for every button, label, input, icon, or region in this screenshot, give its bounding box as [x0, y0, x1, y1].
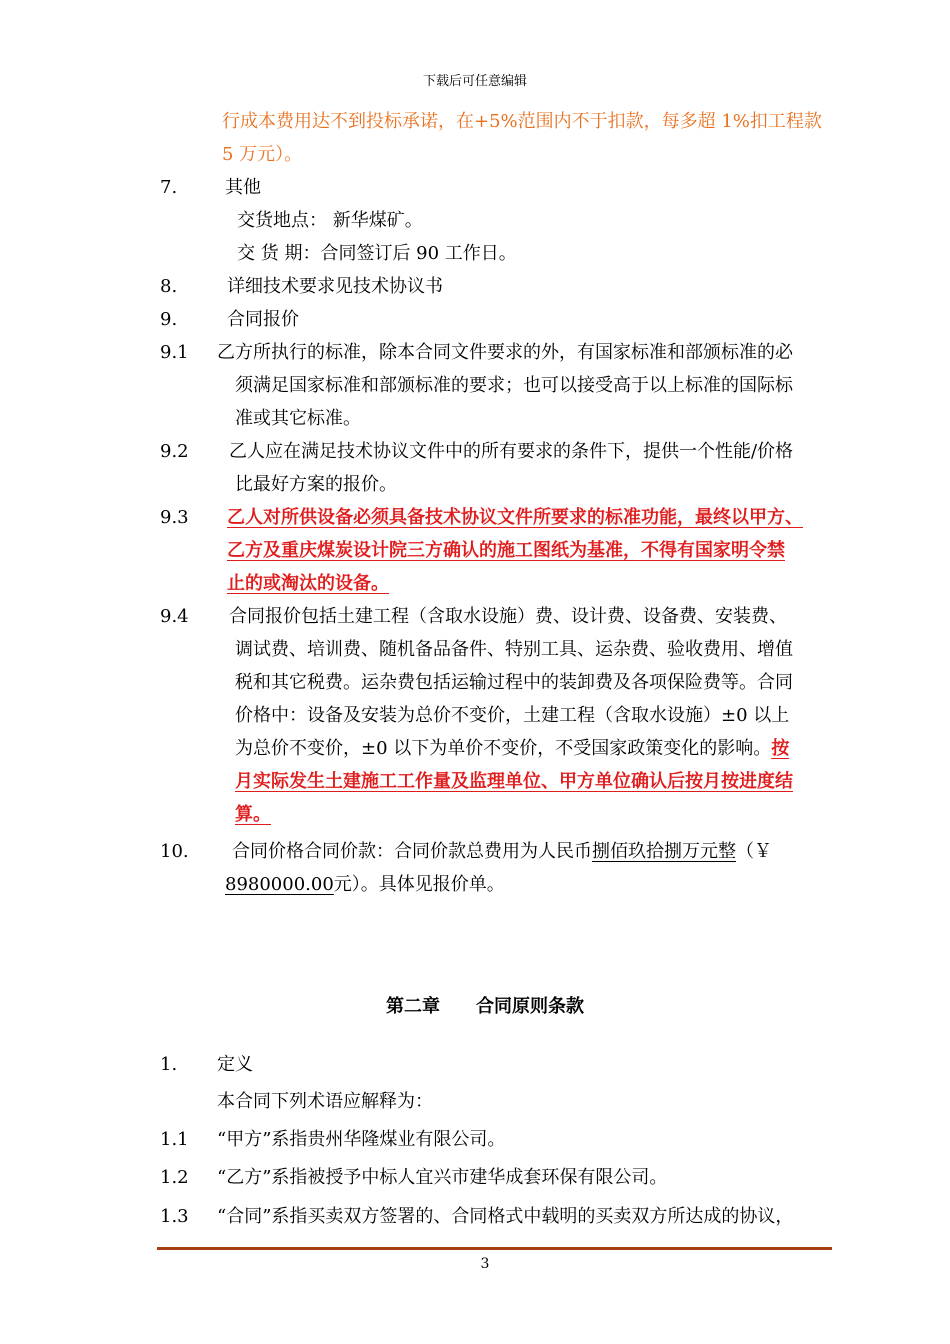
clause-9-4-line-5-highlight: 按	[771, 738, 790, 759]
contract-amount-number: 8980000.00	[225, 874, 334, 895]
definition-number: 1.	[160, 1054, 178, 1075]
clause-9-4-number: 9.4	[160, 606, 189, 627]
contract-amount-words: 捌佰玖拾捌万元整	[592, 841, 736, 862]
clause-9-4-line-1: 合同报价包括土建工程（含取水设施）费、设计费、设备费、安装费、	[229, 606, 787, 627]
item-9-number: 9.	[160, 309, 178, 330]
delivery-period: 交 货 期：合同签订后 90 工作日。	[237, 243, 517, 264]
item-8-number: 8.	[160, 276, 178, 297]
clause-9-2-line-2: 比最好方案的报价。	[235, 474, 397, 495]
delivery-place: 交货地点： 新华煤矿。	[237, 210, 423, 231]
item-10-suffix: 元）。具体见报价单。	[333, 874, 505, 895]
clause-9-3-number: 9.3	[160, 507, 189, 528]
definition-title: 定义	[217, 1054, 253, 1075]
clause-9-2-line-1: 乙人应在满足技术协议文件中的所有要求的条件下，提供一个性能/价格	[229, 441, 794, 462]
item-10-currency: （￥	[736, 841, 772, 862]
clause-9-2-number: 9.2	[160, 441, 189, 462]
footer-rule	[157, 1247, 832, 1250]
clause-9-4-line-2: 调试费、培训费、随机备品备件、特别工具、运杂费、验收费用、增值	[235, 639, 793, 660]
chapter-title: 合同原则条款	[476, 996, 584, 1017]
clause-9-4-line-4: 价格中：设备及安装为总价不变价，土建工程（含取水设施）±0 以上	[235, 705, 790, 726]
item-10-number: 10.	[160, 841, 189, 862]
item-10-text: 合同价格合同价款：合同价款总费用为人民币	[232, 841, 592, 862]
chapter-number: 第二章	[386, 996, 440, 1017]
clause-9-1-number: 9.1	[160, 342, 189, 363]
clause-9-1-line-3: 准或其它标准。	[235, 408, 361, 429]
clause-9-4-line-3: 税和其它税费。运杂费包括运输过程中的装卸费及各项保险费等。合同	[235, 672, 793, 693]
continued-line-1: 行成本费用达不到投标承诺，在+5%范围内不于扣款，每多超 1%扣工程款	[222, 111, 822, 132]
clause-9-3-line-3: 止的或淘汰的设备。	[227, 573, 389, 594]
item-10-line-2	[225, 873, 505, 897]
definition-intro: 本合同下列术语应解释为：	[217, 1091, 433, 1112]
item-9-title: 合同报价	[227, 309, 299, 330]
item-10-line-1	[232, 840, 772, 864]
clause-9-4-line-7: 算。	[235, 804, 271, 825]
clause-9-4-line-5-text: 为总价不变价，±0 以下为单价不变价，不受国家政策变化的影响。	[235, 738, 772, 759]
definition-1-2-number: 1.2	[160, 1167, 189, 1188]
item-7-number: 7.	[160, 177, 178, 198]
clause-9-1-line-1: 乙方所执行的标准，除本合同文件要求的外，有国家标准和部颁标准的必	[217, 342, 793, 363]
clause-9-4-line-6: 月实际发生土建施工工作量及监理单位、甲方单位确认后按月按进度结	[235, 771, 793, 792]
definition-1-1-text: “甲方”系指贵州华隆煤业有限公司。	[217, 1129, 506, 1150]
item-7-title: 其他	[225, 177, 261, 198]
page-number: 3	[480, 1256, 490, 1272]
definition-1-1-number: 1.1	[160, 1129, 189, 1150]
clause-9-4-line-5	[235, 737, 789, 761]
clause-9-1-line-2: 须满足国家标准和部颁标准的要求；也可以接受高于以上标准的国际标	[235, 375, 793, 396]
item-8-title: 详细技术要求见技术协议书	[227, 276, 443, 297]
definition-1-3-number: 1.3	[160, 1206, 189, 1227]
definition-1-3-text: “合同”系指买卖双方签署的、合同格式中载明的买卖双方所达成的协议，	[217, 1206, 794, 1227]
chapter-heading	[0, 992, 950, 1018]
clause-9-3-line-1: 乙人对所供设备必须具备技术协议文件所要求的标准功能，最终以甲方、	[227, 507, 803, 528]
continued-line-2: 5 万元）。	[222, 144, 303, 165]
definition-1-2-text: “乙方”系指被授予中标人宜兴市建华成套环保有限公司。	[217, 1167, 668, 1188]
clause-9-3-line-2: 乙方及重庆煤炭设计院三方确认的施工图纸为基准，不得有国家明令禁	[227, 540, 785, 561]
page-header: 下载后可任意编辑	[422, 74, 527, 89]
